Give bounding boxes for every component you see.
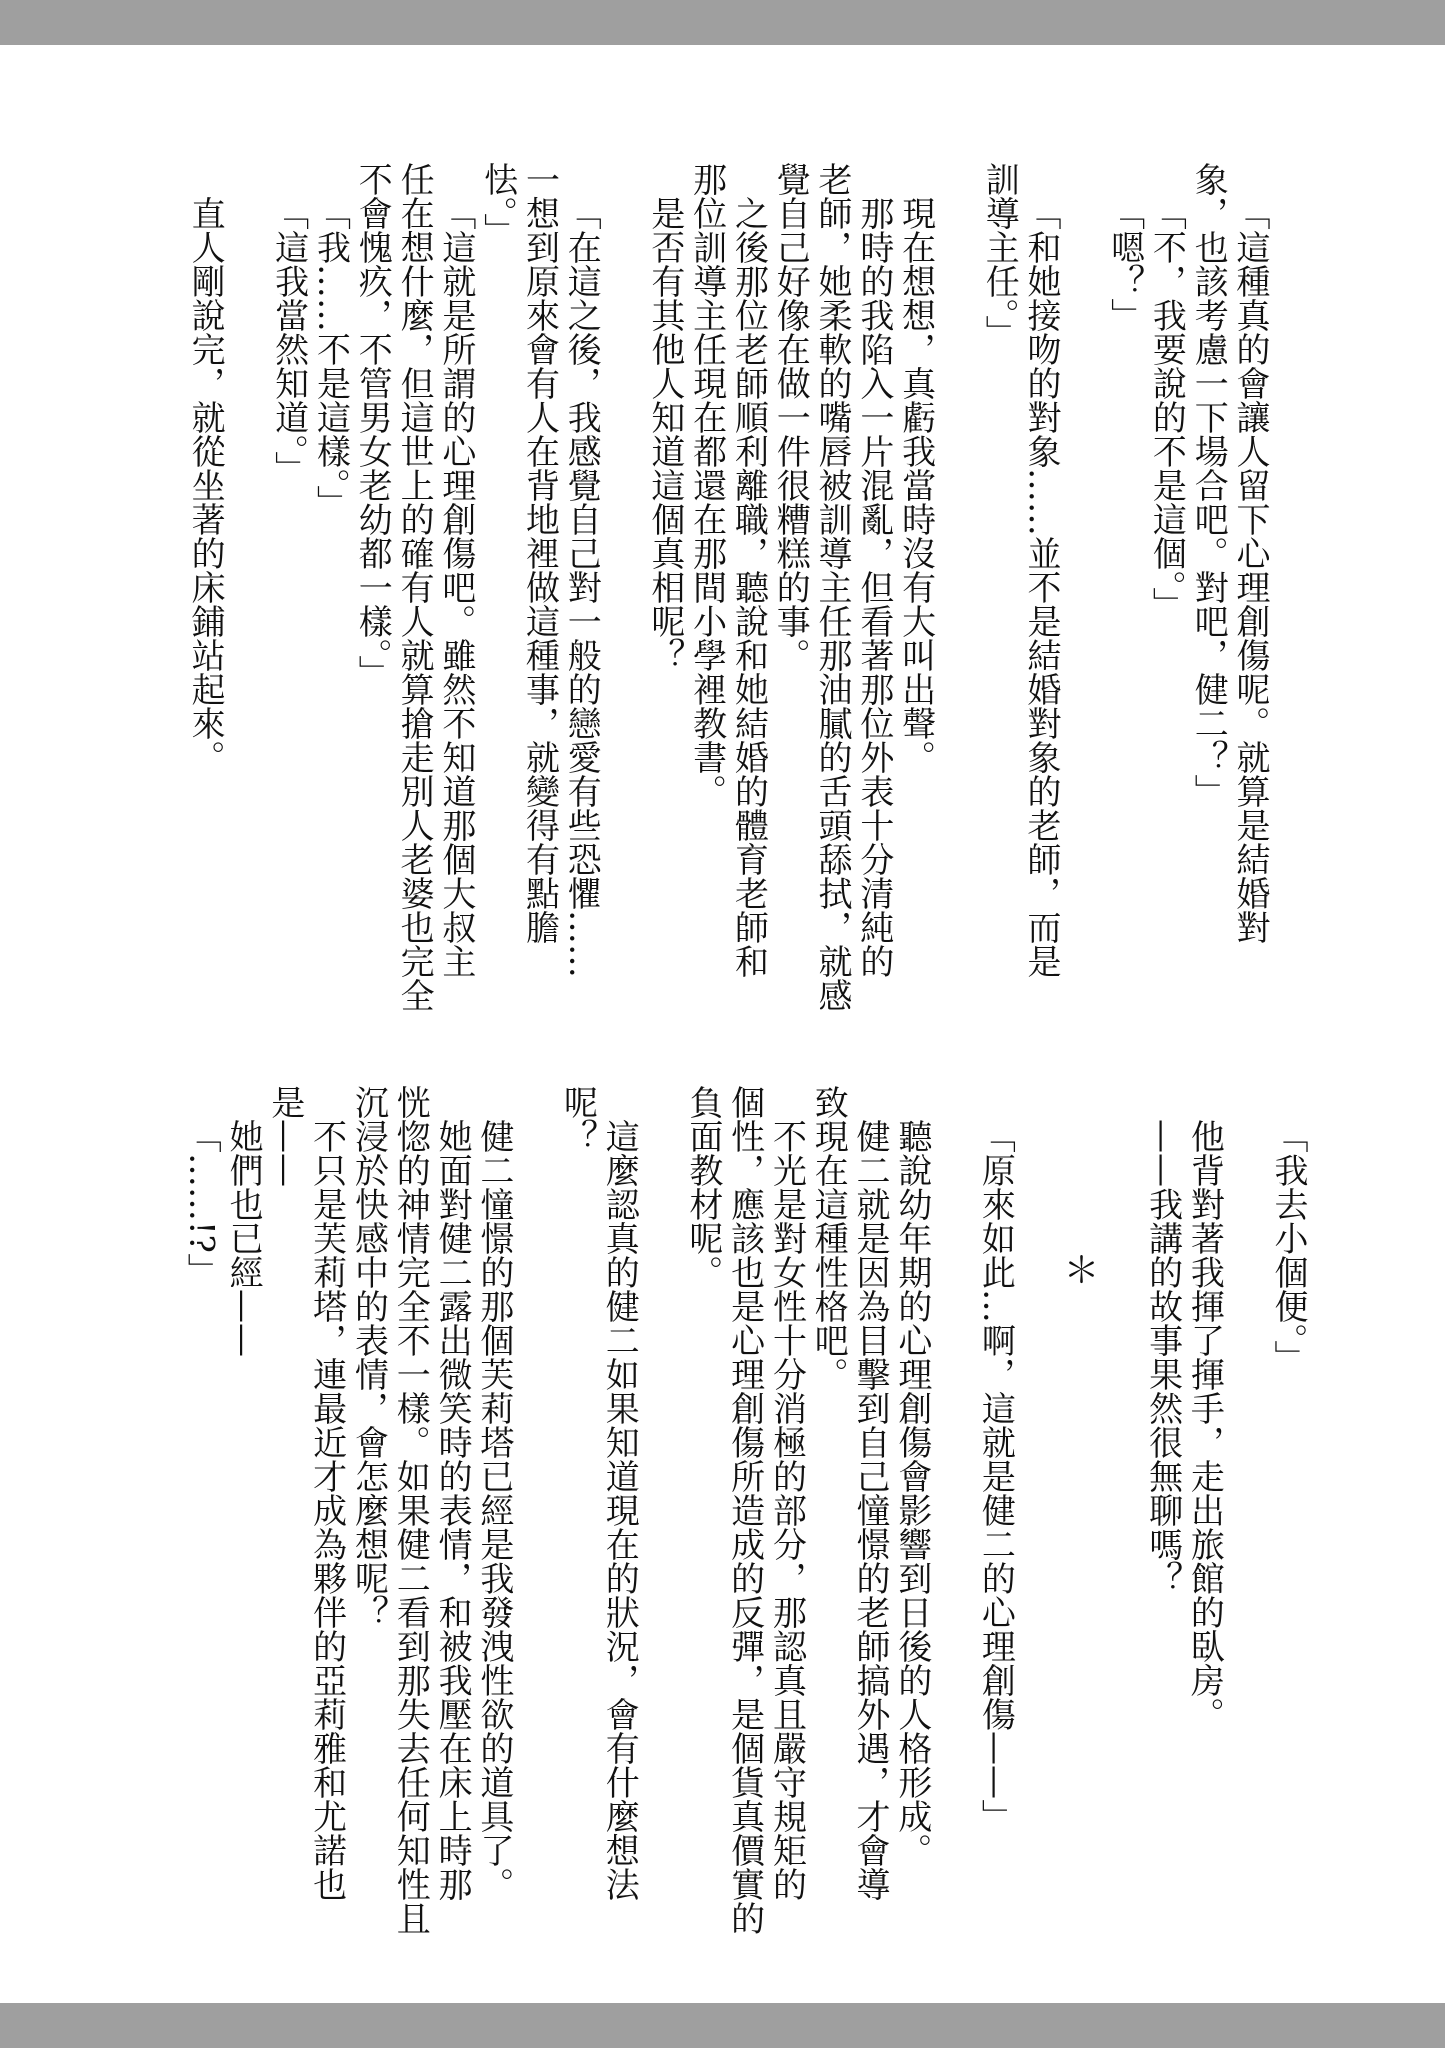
text-line: 任在想什麼，但這世上的確有人就算搶走別人老婆也完全 [394, 162, 435, 1012]
blank-line [1015, 1085, 1057, 1915]
lower-text-block [179, 1085, 1308, 1935]
text-line: 「原來如此…啊，這就是健二的心理創傷——」 [975, 1119, 1016, 1833]
text-line: 她們也已經—— [223, 1119, 264, 1357]
text-line: 他背對著我揮了揮手，走出旅館的臥房。 [1184, 1119, 1225, 1731]
text-line: 是—— [264, 1085, 305, 1187]
section-break-asterisk: ＊ [1058, 1250, 1100, 1287]
blank-line [1224, 1085, 1266, 1915]
text-line: 沉浸於快感中的表情，會怎麼想呢？ [348, 1085, 389, 1629]
blank-line [936, 162, 978, 992]
blank-line [225, 162, 267, 992]
blank-line [932, 1085, 974, 1915]
text-line: 不光是對女性十分消極的部分，那認真且嚴守規矩的 [766, 1119, 807, 1901]
text-line: 她面對健二露出微笑時的表情，和被我壓在床上時那 [432, 1119, 473, 1901]
text-line: 「在這之後，我感覺自己對一般的戀愛有些恐懼…… [561, 196, 602, 978]
text-line: 「不，我要說的不是這個。」 [1146, 196, 1187, 621]
text-line: 「這就是所謂的心理創傷吧。雖然不知道那個大叔主 [435, 196, 476, 978]
text-line: 象，也該考慮一下場合吧。對吧，健二？」 [1188, 162, 1229, 808]
text-line: 怯。」 [477, 162, 518, 247]
text-line: 「我……不是這樣。」 [310, 196, 351, 519]
text-line: 「嗯？」 [1104, 196, 1145, 332]
text-line: 健二憧憬的那個芙莉塔已經是我發洩性欲的道具了。 [473, 1119, 514, 1901]
upper-text-block [183, 162, 1270, 1012]
text-line: 「……!?」 [181, 1119, 222, 1287]
text-line: 致現在這種性格吧。 [808, 1085, 849, 1391]
blank-line [639, 1085, 681, 1915]
text-line: 恍惚的神情完全不一樣。如果健二看到那失去任何知性且 [390, 1085, 431, 1935]
text-line: 訓導主任。」 [979, 162, 1020, 349]
text-line: 這麼認真的健二如果知道現在的狀況，會有什麼想法 [599, 1119, 640, 1901]
text-line: 一想到原來會有人在背地裡做這種事，就變得有點膽 [519, 162, 560, 944]
text-line: 「這我當然知道。」 [268, 196, 309, 485]
blank-line [514, 1085, 556, 1915]
text-line: 不只是芙莉塔，連最近才成為夥伴的亞莉雅和尤諾也 [306, 1119, 347, 1901]
text-line: 「和她接吻的對象……並不是結婚對象的老師，而是 [1021, 196, 1062, 978]
blank-line [1061, 162, 1103, 992]
text-line: 「這種真的會讓人留下心理創傷呢。就算是結婚對 [1230, 196, 1270, 944]
bottom-gray-bar [0, 2003, 1445, 2048]
text-line: ——我講的故事果然很無聊嗎？ [1142, 1119, 1183, 1595]
text-line: 呢？ [557, 1085, 598, 1153]
text-line: 直人剛說完，就從坐著的床鋪站起來。 [185, 196, 226, 774]
text-line: 那時的我陷入一片混亂，但看著那位外表十分清純的 [853, 196, 894, 978]
text-line: 是否有其他人知道這個真相呢？ [644, 196, 685, 672]
text-line: 不會愧疚，不管男女老幼都一樣。」 [352, 162, 393, 689]
blank-line [601, 162, 643, 992]
top-gray-bar [0, 0, 1445, 45]
blank-line [1099, 1085, 1141, 1915]
text-line: 「我去小個便。」 [1268, 1119, 1308, 1374]
text-line: 之後那位老師順利離職，聽說和她結婚的體育老師和 [728, 196, 769, 978]
text-line: 老師，她柔軟的嘴唇被訓導主任那油膩的舌頭舔拭，就感 [812, 162, 853, 1012]
text-line: 覺自己好像在做一件很糟糕的事。 [770, 162, 811, 672]
text-line: 聽說幼年期的心理創傷會影響到日後的人格形成。 [891, 1119, 932, 1867]
text-line: 健二就是因為目擊到自己憧憬的老師搞外遇，才會導 [850, 1119, 891, 1901]
text-line: 那位訓導主任現在都還在那間小學裡教書。 [686, 162, 727, 808]
text-line: 現在想想，真虧我當時沒有大叫出聲。 [895, 196, 936, 774]
text-line: 個性，應該也是心理創傷所造成的反彈，是個貨真價實的 [724, 1085, 765, 1935]
text-line: 負面教材呢。 [682, 1085, 723, 1289]
